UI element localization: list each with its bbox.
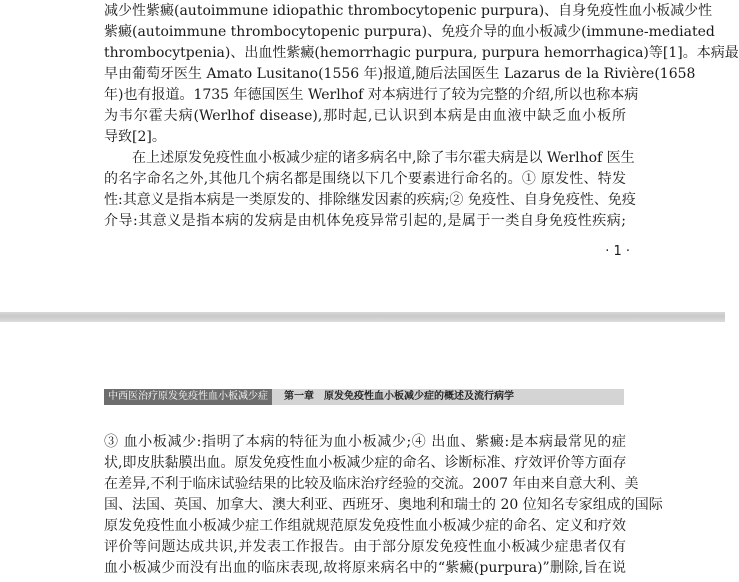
text-line: 早由葡萄牙医生 Amato Lusitano(1556 年)报道,随后法国医生 Lazarus de la Rivière(1658 [104,66,696,82]
text-line: thrombocytpenia)、出血性紫癜(hemorrhagic purpura, purpura hemorrhagica)等[1]。本病最 [104,45,739,61]
text-line: 在差异,不利于临床试验结果的比较及临床治疗经验的交流。2007 年由来自意大利、美 [104,476,639,492]
text-line: 血小板减少而没有出血的临床表现,故将原来病名中的“紫癜(purpura)”删除,旨在说 [104,560,626,576]
text-line: 原发免疫性血小板减少症工作组就规范原发免疫性血小板减少症的命名、定义和疗效 [104,518,626,534]
text-line: 为韦尔霍夫病(Werlhof disease),那时起,已认识到本病是由血液中缺乏血小板所 [104,108,626,124]
header-chapter-title: 第一章 原发免疫性血小板减少症的概述及流行病学 [284,391,514,402]
text-line: 减少性紫癜(autoimmune idiopathic thrombocytopenic purpura)、自身免疫性血小板减少性 [104,3,713,19]
page-separator [0,312,725,322]
text-line: 年)也有报道。1735 年德国医生 Werlhof 对本病进行了较为完整的介绍,所以也称本病 [104,87,639,103]
text-line: 国、法国、英国、加拿大、澳大利亚、西班牙、奥地利和瑞士的 20 位知名专家组成的国际 [104,497,663,513]
text-line: 性:其意义是指本病是一类原发的、排除继发因素的疾病;② 免疫性、自身免疫性、免疫 [104,192,636,208]
text-line: 的名字命名之外,其他几个病名都是围绕以下几个要素进行命名的。① 原发性、特发 [104,171,626,187]
page-number: · 1 · [605,244,630,259]
text-line: 状,即皮肤黏膜出血。原发免疫性血小板减少症的命名、诊断标准、疗效评价等方面存 [104,455,627,471]
text-line: 在上述原发免疫性血小板减少症的诸多病名中,除了韦尔霍夫病是以 Werlhof 医生 [104,150,635,166]
header-book-title: 中西医治疗原发免疫性血小板减少症 [104,389,272,405]
text-line: ③ 血小板减少:指明了本病的特征为血小板减少;④ 出血、紫癜:是本病最常见的症 [104,434,626,450]
book-page-2 [0,322,725,582]
text-line: 介导:其意义是指本病的发病是由机体免疫异常引起的,是属于一类自身免疫性疾病; [104,213,626,229]
text-line: 评价等问题达成共识,并发表工作报告。由于部分原发免疫性血小板减少症患者仅有 [104,539,626,555]
running-header [104,389,624,405]
text-line: 导致[2]。 [104,129,166,145]
text-line: 紫癜(autoimmune thrombocytopenic purpura)、免疫介导的血小板减少(immune-mediated [104,24,715,40]
